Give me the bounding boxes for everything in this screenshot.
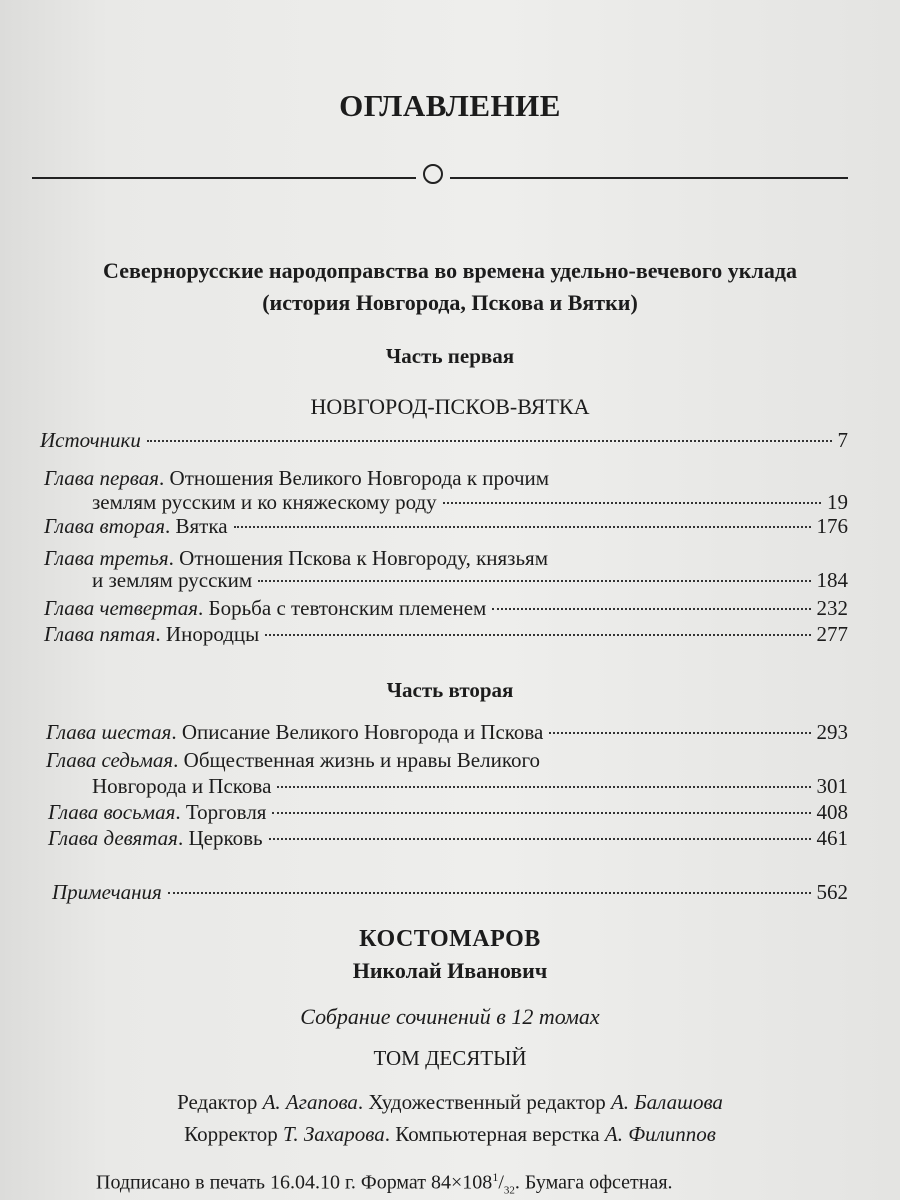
- corrector-name: Т. Захарова: [282, 1122, 385, 1146]
- chapter-title: Отношения Великого Новгорода к прочим: [169, 466, 550, 490]
- chapter-title: Церковь: [188, 826, 263, 850]
- imprint-paper: . Бумага офсетная.: [514, 1171, 673, 1194]
- chapter-prefix: Глава вторая: [44, 514, 166, 538]
- toc-entry-sources[interactable]: [40, 428, 848, 453]
- part1-heading: Часть первая: [385, 344, 515, 368]
- toc-entry-ch1[interactable]: Глава первая. Отношения Великого Новгорода к прочим: [44, 466, 550, 490]
- toc-label: Примечания: [52, 880, 162, 904]
- credits-line1: Редактор А. Агапова. Художественный редактор А. Балашова: [177, 1090, 723, 1114]
- divider-left: [32, 177, 416, 179]
- toc-entry-ch9[interactable]: Глава девятая. Церковь 461: [48, 826, 848, 850]
- toc-entry-ch3-cont[interactable]: [92, 568, 848, 593]
- page-title: ОГЛАВЛЕНИЕ: [339, 88, 561, 123]
- dot-leader: [272, 812, 810, 814]
- chapter-prefix: Глава восьмая: [48, 800, 176, 824]
- chapter-prefix: Глава седьмая: [46, 748, 174, 772]
- toc-entry-ch1-cont[interactable]: [92, 490, 848, 515]
- dot-leader: [147, 440, 832, 442]
- toc-page-number: 562: [816, 880, 848, 904]
- editor-role: Редактор: [177, 1090, 258, 1114]
- dot-leader: [265, 634, 810, 636]
- chapter-prefix: Глава девятая: [48, 826, 178, 850]
- chapter-prefix: Глава третья: [44, 546, 169, 570]
- corrector-role: Корректор: [184, 1122, 278, 1146]
- chapter-title: Общественная жизнь и нравы Великого: [183, 748, 541, 772]
- chapter-prefix: Глава четвертая: [44, 596, 199, 620]
- part1-subheading: НОВГОРОД-ПСКОВ-ВЯТКА: [310, 394, 590, 419]
- volume-title: ТОМ ДЕСЯТЫЙ: [373, 1046, 527, 1070]
- divider-ornament: [423, 164, 443, 184]
- layout-name: А. Филиппов: [604, 1122, 716, 1146]
- format-fraction-den: 32: [503, 1184, 515, 1197]
- toc-entry-ch7[interactable]: Глава седьмая. Общественная жизнь и нравы Великого: [46, 748, 541, 772]
- toc-entry-ch7-cont[interactable]: [92, 774, 848, 799]
- chapter-title: Торговля: [185, 800, 267, 824]
- chapter-prefix: Глава первая: [44, 466, 160, 490]
- chapter-title: Вятка: [175, 514, 228, 538]
- chapter-title: Инородцы: [165, 622, 260, 646]
- toc-page-number: 277: [816, 622, 848, 646]
- toc-entry-ch6[interactable]: Глава шестая. Описание Великого Новгорода и Пскова 293: [46, 720, 848, 744]
- chapter-title-cont: землям русским и ко княжескому роду: [92, 490, 437, 514]
- toc-page-number: 408: [816, 800, 848, 824]
- part2-heading: Часть вторая: [386, 678, 514, 702]
- art-editor-role: Художественный редактор: [368, 1090, 606, 1114]
- toc-entry-ch2[interactable]: Глава вторая. Вятка 176: [44, 514, 848, 538]
- imprint-signed: Подписано в печать 16.04.10 г. Формат 84×108: [96, 1171, 493, 1194]
- layout-role: Компьютерная верстка: [395, 1122, 600, 1146]
- chapter-title: Отношения Пскова к Новгороду, князьям: [179, 546, 548, 570]
- author-surname: КОСТОМАРОВ: [359, 926, 541, 952]
- chapter-title-cont: Новгорода и Пскова: [92, 774, 272, 798]
- chapter-prefix: Глава пятая: [44, 622, 156, 646]
- chapter-title: Описание Великого Новгорода и Пскова: [181, 720, 544, 744]
- toc-entry-ch8[interactable]: Глава восьмая. Торговля 408: [48, 800, 848, 824]
- toc-page-number: 293: [816, 720, 848, 744]
- author-name: Николай Иванович: [352, 958, 548, 983]
- credits-line2: Корректор Т. Захарова. Компьютерная верстка А. Филиппов: [184, 1122, 716, 1146]
- toc-entry-ch3[interactable]: Глава третья. Отношения Пскова к Новгороду, князьям: [44, 546, 548, 570]
- chapter-prefix: Глава шестая: [46, 720, 172, 744]
- chapter-title: Борьба с тевтонским племенем: [208, 596, 487, 620]
- dot-leader: [168, 892, 811, 894]
- dot-leader: [234, 526, 811, 528]
- work-title-line1: Севернорусские народоправства во времена удельно-вечевого уклада: [103, 258, 797, 283]
- toc-page-number: 184: [816, 568, 848, 592]
- imprint-line: Подписано в печать 16.04.10 г. Формат $84\times 108^1/_{32}$. Бумага офсетная.: [96, 1170, 673, 1197]
- divider-right: [450, 177, 848, 179]
- dot-leader: [277, 786, 810, 788]
- art-editor-name: А. Балашова: [610, 1090, 723, 1114]
- dot-leader: [549, 732, 810, 734]
- toc-entry-ch4[interactable]: Глава четвертая. Борьба с тевтонским племенем 232: [44, 596, 848, 620]
- toc-page-number: 176: [816, 514, 848, 538]
- toc-page-number: 7: [837, 428, 848, 452]
- toc-page-number: 232: [816, 596, 848, 620]
- work-title-line2: (история Новгорода, Пскова и Вятки): [262, 290, 638, 315]
- editor-name: А. Агапова: [262, 1090, 358, 1114]
- toc-page-number: 461: [816, 826, 848, 850]
- toc-label: Источники: [40, 428, 141, 452]
- toc-entry-notes[interactable]: [52, 880, 848, 905]
- toc-page-number: 301: [816, 774, 848, 798]
- dot-leader: [492, 608, 810, 610]
- toc-entry-ch5[interactable]: Глава пятая. Инородцы 277: [44, 622, 848, 646]
- chapter-title-cont: и землям русским: [92, 568, 253, 592]
- collection-title: Собрание сочинений в 12 томах: [300, 1004, 600, 1029]
- format-fraction-num: 1: [492, 1170, 499, 1184]
- toc-page-number: 19: [827, 490, 848, 514]
- dot-leader: [443, 502, 821, 504]
- dot-leader: [258, 580, 810, 582]
- dot-leader: [269, 838, 811, 840]
